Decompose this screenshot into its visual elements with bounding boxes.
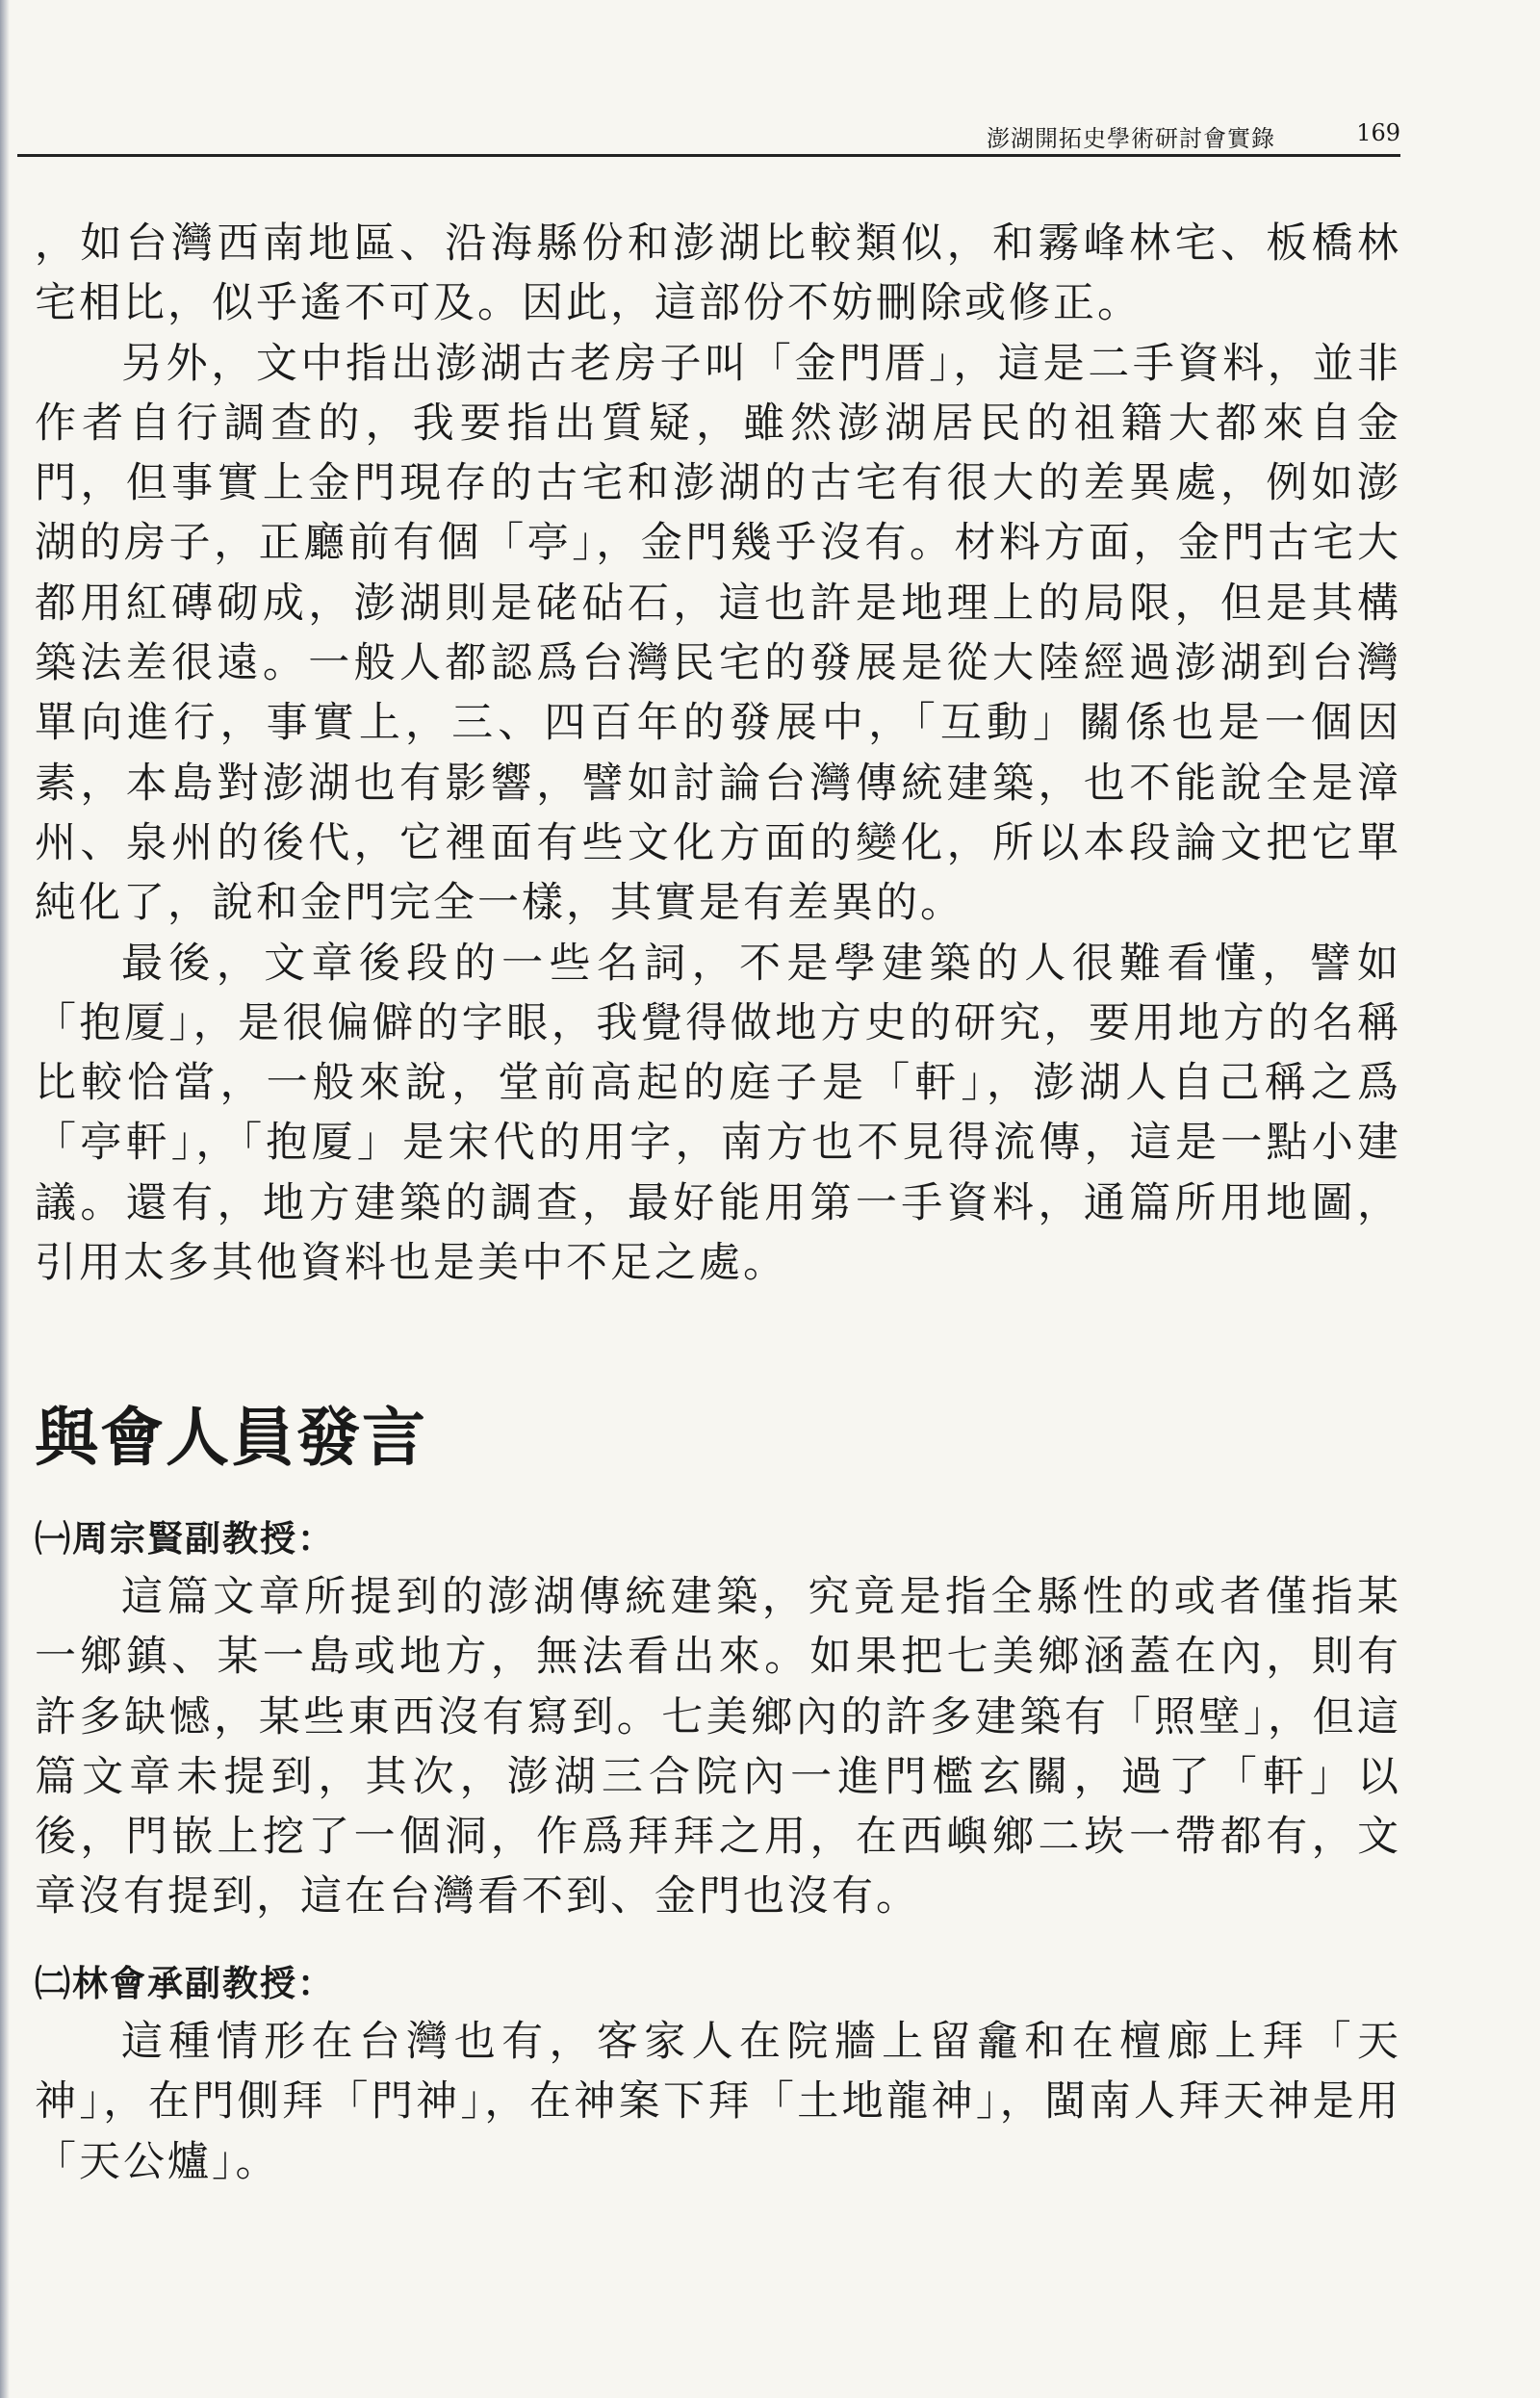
page-edge-shadow (0, 0, 10, 2398)
paragraph: 這種情形在台灣也有，客家人在院牆上留龕和在檀廊上拜「天神」，在門側拜「門神」，在神案下拜「土地龍神」，閩南人拜天神是用「天公爐」。 (35, 2018, 1401, 2186)
paragraph: 另外，文中指出澎湖古老房子叫「金門厝」，這是二手資料，並非作者自行調查的，我要指出質疑，雖然澎湖居民的祖籍大都來自金門，但事實上金門現存的古宅和澎湖的古宅有很大的差異處，例如澎湖的房子，正廳前有個「亭」，金門幾乎沒有。材料方面，金門古宅大都用紅磚砌成，澎湖則是硓砧石，這也許是地理上的局限，但是其構築法差很遠。一般人都認爲台灣民宅的發展是從大陸經過澎湖到台灣單向進行，事實上，三、四百年的發展中，「互動」關係也是一個因素，本島對澎湖也有影響，譬如討論台灣傳統建築，也不能說全是漳州、泉州的後代，它裡面有些文化方面的變化，所以本段論文把它單純化了，說和金門完全一樣，其實是有差異的。 (35, 339, 1401, 928)
speaker-remarks (35, 2012, 1401, 2192)
running-header (17, 114, 1400, 157)
speaker-remarks (35, 1567, 1401, 1927)
section-heading: 與會人員發言 (35, 1401, 427, 1475)
paragraph: ，如台灣西南地區、沿海縣份和澎湖比較類似，和霧峰林宅、板橋林宅相比，似乎遙不可及。因此，這部份不妨刪除或修正。 (35, 219, 1401, 328)
review-text (35, 214, 1401, 1293)
header-title: 澎湖開拓史學術研討會實錄 (987, 125, 1275, 152)
page-number: 169 (1356, 119, 1400, 146)
speaker-label: ㈠周宗賢副教授： (35, 1518, 335, 1560)
speaker-label: ㈡林會承副教授： (35, 1963, 335, 2004)
paragraph: 這篇文章所提到的澎湖傳統建築，究竟是指全縣性的或者僅指某一鄉鎮、某一島或地方，無法看出來。如果把七美鄉涵蓋在內，則有許多缺憾，某些東西沒有寫到。七美鄉內的許多建築有「照壁」，但這篇文章未提到，其次，澎湖三合院內一進門檻玄關，過了「軒」以後，門嵌上挖了一個洞，作爲拜拜之用，在西嶼鄉二崁一帶都有，文章沒有提到，這在台灣看不到、金門也沒有。 (35, 1573, 1401, 1921)
paragraph: 最後，文章後段的一些名詞，不是學建築的人很難看懂，譬如「抱厦」，是很偏僻的字眼，我覺得做地方史的研究，要用地方的名稱比較恰當，一般來說，堂前高起的庭子是「軒」，澎湖人自己稱之爲「亭軒」，「抱厦」是宋代的用字，南方也不見得流傳，這是一點小建議。還有，地方建築的調查，最好能用第一手資料，通篇所用地圖，引用太多其他資料也是美中不足之處。 (35, 939, 1401, 1288)
